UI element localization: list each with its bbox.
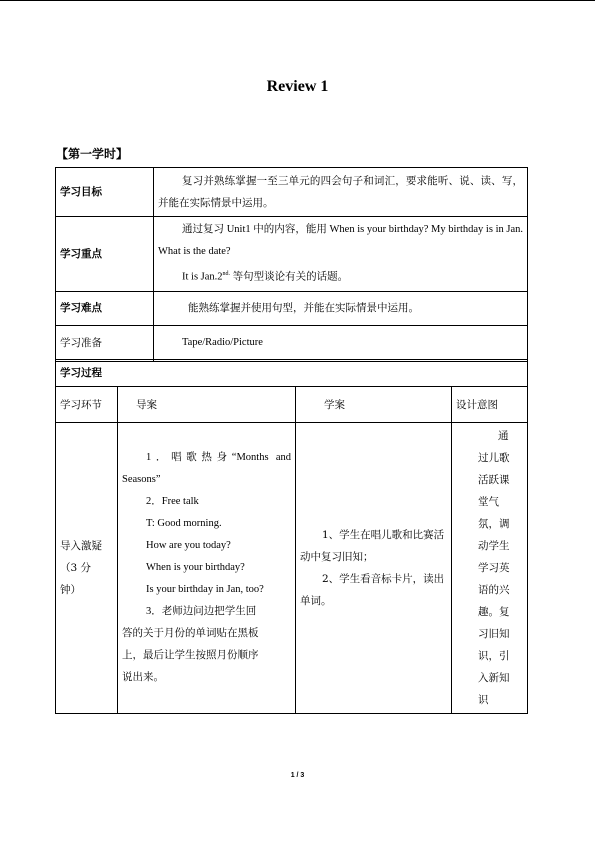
preparation-row xyxy=(56,325,528,361)
stage-line: 导入激疑 xyxy=(60,540,102,552)
objectives-row xyxy=(56,168,528,217)
header-rule xyxy=(0,0,595,1)
header-intent: 设计意图 xyxy=(452,387,528,423)
guide-item: 3．老师边问边把学生回答的关于月份的单词贴在黑板上，最后让学生按照月份顺序说出来。 xyxy=(122,606,259,683)
guide-item: 1．唱歌热身“Months and Seasons” xyxy=(122,452,291,485)
guide-item: When is your birthday? xyxy=(146,562,245,573)
study-item: 1、学生在唱儿歌和比赛活动中复习旧知； xyxy=(300,529,445,563)
header-study: 学案 xyxy=(296,387,452,423)
guide-item: 2．Free talk xyxy=(146,496,199,507)
key-points-line2-suffix: 等句型谈论有关的话题。 xyxy=(230,271,349,283)
key-points-superscript: nd. xyxy=(222,271,231,277)
guide-item: T: Good morning. xyxy=(146,518,222,529)
process-header-row xyxy=(56,387,528,423)
stage-line: （3 分 xyxy=(60,562,92,574)
intent-cell xyxy=(452,423,528,714)
objectives-label: 学习目标 xyxy=(56,168,154,217)
study-cell xyxy=(296,423,452,714)
difficulties-row xyxy=(56,291,528,325)
study-item: 2、学生看音标卡片，读出单词。 xyxy=(300,573,445,607)
process-label-row xyxy=(56,360,528,387)
plan-table xyxy=(55,167,528,362)
intent-text: 通过儿歌活跃课堂气氛，调动学生学习英语的兴趣。复习旧知识，引入新知识 xyxy=(478,430,510,706)
key-points-label: 学习重点 xyxy=(56,217,154,292)
key-points-row xyxy=(56,217,528,292)
preparation-label: 学习准备 xyxy=(56,325,154,361)
stage-cell xyxy=(56,423,118,714)
page-title: Review 1 xyxy=(266,78,329,95)
guide-item: How are you today? xyxy=(146,540,231,551)
guide-item: Is your birthday in Jan, too? xyxy=(146,584,264,595)
process-label: 学习过程 xyxy=(56,360,528,387)
key-points-line2-text: It is Jan.2 xyxy=(182,271,223,283)
key-points-line2 xyxy=(158,263,523,289)
difficulties-label: 学习难点 xyxy=(56,291,154,325)
key-points-cell xyxy=(154,217,528,292)
section-heading: 【第一学时】 xyxy=(56,147,129,161)
preparation-text: Tape/Radio/Picture xyxy=(154,325,528,361)
objectives-text: 复习并熟练掌握一至三单元的四会句子和词汇，要求能听、说、读、写，并能在实际情景中运用。 xyxy=(154,168,528,217)
stage-line: 钟） xyxy=(60,584,81,596)
guide-cell xyxy=(118,423,296,714)
difficulties-text: 能熟练掌握并使用句型，并能在实际情景中运用。 xyxy=(154,291,528,325)
header-guide: 导案 xyxy=(118,387,296,423)
process-table xyxy=(55,359,528,714)
process-body-row xyxy=(56,423,528,714)
header-stage: 学习环节 xyxy=(56,387,118,423)
page-number: 1 / 3 xyxy=(290,772,305,779)
key-points-line1: 通过复习 Unit1 中的内容，能用 When is your birthday? My birthday is in Jan. What is the date? xyxy=(158,224,523,257)
